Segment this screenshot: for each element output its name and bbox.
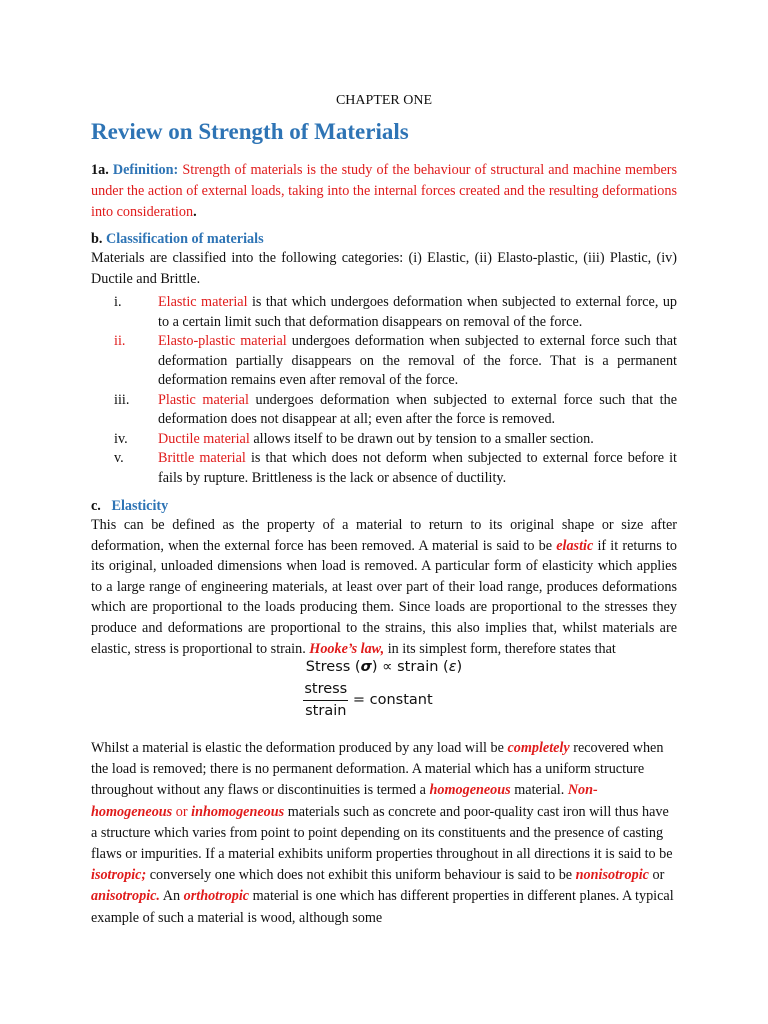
- material-properties-paragraph: Whilst a material is elastic the deformation produced by any load will be completely recovered when the load is removed; there is no permanent deformation. A material which has a uniform structure throughout without any flaws or discontinuities is termed a homogeneous material. Non-homogeneous or inhomogeneous materials such as concrete and poor-quality cast iron will thus have a structure which varies from point to point depending on its constituents and the presence of casting flaws or impurities. If a material exhibits uniform properties throughout in all directions it is said to be isotropic; conversely one which does not exhibit this uniform behaviour is said to be nonisotropic or anisotropic. An orthotropic material is one which has different properties in different planes. A typical example of such a material is wood, although some: [91, 740, 674, 926]
- list-item: iii. Plastic material undergoes deformation when subjected to external force such that the deformation does not disappear at all; even after the force is removed.: [114, 391, 677, 427]
- definition-number: 1a.: [91, 162, 109, 178]
- epsilon-symbol: ε: [448, 659, 457, 675]
- page-title: Review on Strength of Materials: [91, 119, 409, 144]
- elastic-term: elastic: [556, 537, 594, 554]
- classification-list: [91, 293, 677, 488]
- classification-intro: Materials are classified into the following categories: (i) Elastic, (ii) Elasto-plastic, (iii) Plastic, (iv) Ductile and Brittle.: [91, 250, 677, 287]
- elasticity-heading: [91, 496, 677, 517]
- sigma-symbol: σ: [360, 659, 372, 675]
- list-item: iv. Ductile material allows itself to be drawn out by tension to a smaller section.: [114, 430, 594, 447]
- definition-end: .: [193, 204, 197, 220]
- stress-strain-fraction: [303, 679, 348, 721]
- fraction-numerator: stress: [303, 679, 348, 701]
- hookes-law-term: Hooke’s law,: [309, 640, 385, 657]
- definition-paragraph: [91, 160, 677, 223]
- formula-constant: [0, 679, 752, 721]
- elasticity-paragraph: This can be defined as the property of a material to return to its original shape or size after deformation, when the external force has been removed. A material is said to be elastic if it returns to its original, unloaded dimensions when load is removed. A particular form of elasticity which applies to a large range of engineering materials, at least over part of their load range, produces deformations which are proportional to the loads producing them. Since loads are proportional to the stresses they produce and deformations are proportional to the strains, this also implies that, whilst materials are elastic, stress is proportional to strain. Hooke’s law, in its simplest form, therefore states that: [91, 517, 678, 657]
- list-item: v. Brittle material is that which does not deform when subjected to external force before it fails by rupture. Brittleness is the lack or absence of ductility.: [114, 450, 678, 486]
- fraction-rhs: = constant: [352, 692, 433, 708]
- classification-heading: [91, 229, 677, 250]
- chapter-label: CHAPTER ONE: [335, 93, 433, 108]
- formula-proportional: Stress (σ) ∝ strain (ε): [305, 659, 463, 675]
- elasticity-title: Elasticity: [111, 498, 169, 514]
- list-item: ii. Elasto-plastic material undergoes deformation when subjected to external force such that deformation partially disappears on the removal of the force. That is a permanent deformation remains even after removal of the force.: [114, 333, 677, 388]
- elasticity-letter: c.: [91, 498, 101, 514]
- classification-title: Classification of materials: [105, 231, 264, 247]
- fraction-denominator: strain: [305, 703, 347, 719]
- definition-text: Strength of materials is the study of the behaviour of structural and machine members under the action of external loads, taking into the internal forces created and the resulting deformations into consideration: [91, 162, 677, 220]
- list-item: i. Elastic material is that which undergoes deformation when subjected to external force, up to a certain limit such that deformation disappears on removal of the force.: [114, 294, 678, 330]
- definition-label: Definition:: [112, 162, 179, 178]
- classification-letter: b.: [91, 231, 103, 247]
